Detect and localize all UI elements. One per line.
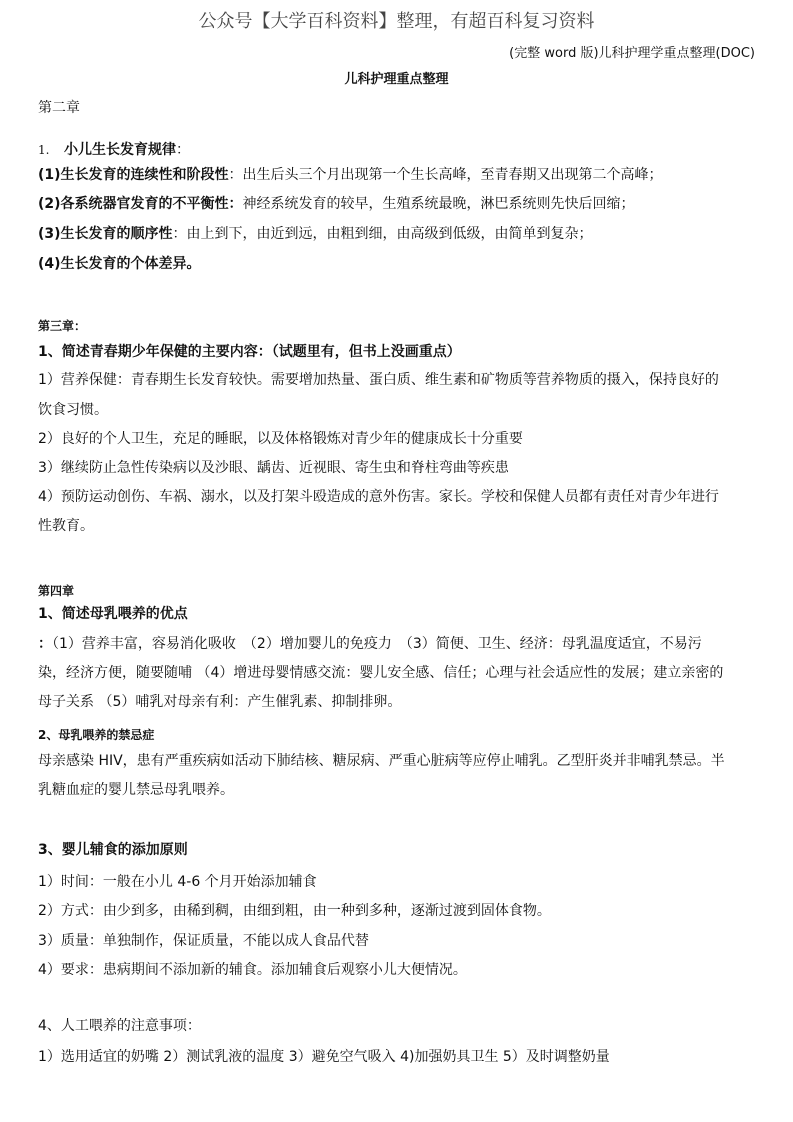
- point-text: ：出生后头三个月出现第一个生长高峰，至青春期又出现第二个高峰；: [228, 167, 663, 183]
- ch3-line: 4）预防运动创伤、车祸、溺水，以及打架斗殴造成的意外伤害。家长。学校和保健人员都有责任对青少年进行: [38, 489, 719, 505]
- ch4-q4-line: 1）选用适宜的奶嘴 2）测试乳液的温度 3）避免空气吸入 4)加强奶具卫生 5）及时调整奶量: [38, 1049, 610, 1065]
- colon: ：: [38, 636, 52, 652]
- ch4-q1-line: 染，经济方便，随要随哺 （4）增进母婴情感交流：婴儿安全感、信任；心理与社会适应性的发展；建立亲密的: [38, 665, 724, 681]
- ch4-q3-line: 2）方式：由少到多，由稀到稠，由细到粗，由一种到多种，逐渐过渡到固体食物。: [38, 903, 551, 919]
- ch2-point-1: [38, 166, 663, 184]
- ch3-line: 2）良好的个人卫生，充足的睡眠，以及体格锻炼对青少年的健康成长十分重要: [38, 431, 523, 447]
- chapter-4-heading: 第四章: [38, 584, 75, 598]
- point-text: 神经系统发育的较早，生殖系统最晚，淋巴系统则先快后回缩；: [242, 196, 635, 212]
- ch4-q2-line: 乳糖血症的婴儿禁忌母乳喂养。: [38, 782, 234, 798]
- chapter-2-heading: 第二章: [38, 100, 80, 116]
- item-number: 1.: [38, 143, 50, 157]
- point-text: ：由上到下，由近到远，由粗到细，由高级到低级，由简单到复杂；: [172, 226, 593, 242]
- point-title: (4)生长发育的个体差异。: [38, 256, 201, 272]
- ch4-q3-line: 3）质量：单独制作，保证质量，不能以成人食品代替: [38, 933, 369, 949]
- item-colon: ：: [176, 142, 190, 158]
- ch3-line: 1）营养保健：青春期生长发育较快。需要增加热量、蛋白质、维生素和矿物质等营养物质的摄入，保持良好的: [38, 372, 719, 388]
- ch2-item-1: [38, 141, 190, 159]
- point-title: (1)生长发育的连续性和阶段性: [38, 167, 229, 183]
- ch4-q1-line: [38, 635, 702, 653]
- item-title: 小儿生长发育规律: [64, 142, 176, 158]
- ch2-point-2: [38, 195, 635, 213]
- ch3-line: 饮食习惯。: [38, 402, 108, 418]
- ch4-q3-line: 1）时间：一般在小儿 4-6 个月开始添加辅食: [38, 874, 317, 890]
- ch4-q2-line: 母亲感染 HIV，患有严重疾病如活动下肺结核、糖尿病、严重心脏病等应停止哺乳。乙型肝炎并非哺乳禁忌。半: [38, 753, 725, 769]
- ch3-question-1: 1、简述青春期少年保健的主要内容：（试题里有，但书上没画重点）: [38, 344, 461, 360]
- point-title: (3)生长发育的顺序性: [38, 226, 173, 242]
- ch4-question-2: 2、母乳喂养的禁忌症: [38, 728, 155, 742]
- ch2-point-4: [38, 255, 201, 273]
- ch3-line: 3）继续防止急性传染病以及沙眼、龋齿、近视眼、寄生虫和脊柱弯曲等疾患: [38, 460, 509, 476]
- ch4-q3-line: 4）要求：患病期间不添加新的辅食。添加辅食后观察小儿大便情况。: [38, 962, 467, 978]
- ch4-question-4: 4、人工喂养的注意事项：: [38, 1018, 201, 1034]
- banner-header: 公众号【大学百科资料】整理，有超百科复习资料: [198, 11, 595, 32]
- line-text: （1）营养丰富，容易消化吸收 （2）增加婴儿的免疫力 （3）简便、卫生、经济：母乳温度适宜，不易污: [52, 636, 702, 652]
- ch3-line: 性教育。: [38, 518, 94, 534]
- ch4-question-3: 3、婴儿辅食的添加原则: [38, 842, 188, 858]
- point-title: (2)各系统器官发育的不平衡性：: [38, 196, 243, 212]
- document-title: 儿科护理重点整理: [344, 72, 449, 87]
- ch4-question-1: 1、简述母乳喂养的优点: [38, 606, 188, 622]
- ch2-point-3: [38, 225, 593, 243]
- chapter-3-heading: 第三章：: [38, 319, 87, 333]
- ch4-q1-line: 母子关系 （5）哺乳对母亲有利：产生催乳素、抑制排卵。: [38, 694, 402, 710]
- document-subtitle: (完整 word 版)儿科护理学重点整理(DOC): [509, 46, 755, 61]
